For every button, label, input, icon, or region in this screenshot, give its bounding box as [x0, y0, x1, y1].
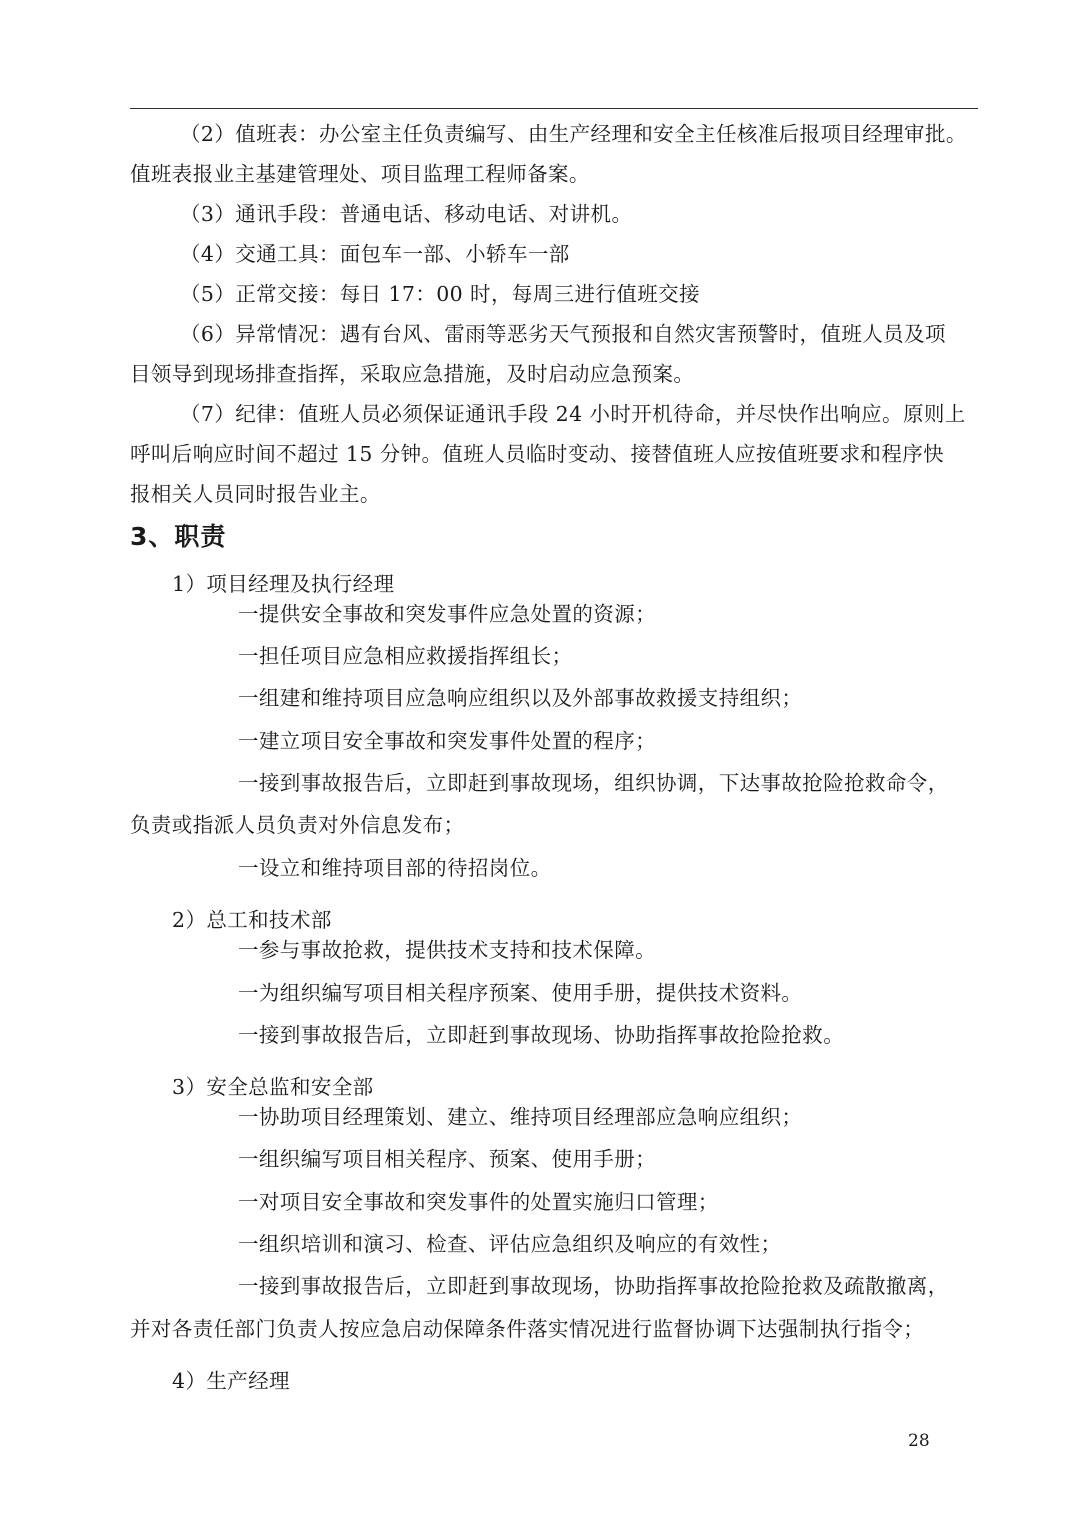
duty-item: 一设立和维持项目部的待招岗位。 — [238, 856, 552, 880]
duty-title-1: 1）项目经理及执行经理 — [172, 572, 395, 596]
paragraph-5: （5）正常交接：每日 17：00 时，每周三进行值班交接 — [180, 282, 700, 306]
paragraph-2-line-2: 值班表报业主基建管理处、项目监理工程师备案。 — [130, 162, 590, 186]
duty-item: 一对项目安全事故和突发事件的处置实施归口管理； — [238, 1190, 719, 1214]
paragraph-6-line-2: 目领导到现场排查指挥，采取应急措施，及时启动应急预案。 — [130, 362, 695, 386]
duty-title-4: 4）生产经理 — [172, 1369, 290, 1393]
paragraph-7-line-1: （7）纪律：值班人员必须保证通讯手段 24 小时开机待命，并尽快作出响应。原则上 — [180, 402, 966, 426]
duty-item: 一建立项目安全事故和突发事件处置的程序； — [238, 729, 656, 753]
duty-item: 一接到事故报告后，立即赶到事故现场，组织协调，下达事故抢险抢救命令， — [238, 771, 949, 795]
duty-item: 一参与事故抢救，提供技术支持和技术保障。 — [238, 938, 656, 962]
duty-item: 一组建和维持项目应急响应组织以及外部事故救援支持组织； — [238, 686, 803, 710]
paragraph-4: （4）交通工具：面包车一部、小轿车一部 — [180, 242, 570, 266]
section-heading: 3、职责 — [130, 522, 227, 551]
paragraph-7-line-3: 报相关人员同时报告业主。 — [130, 482, 381, 506]
duty-title-3: 3）安全总监和安全部 — [172, 1075, 374, 1099]
duty-item-continuation: 负责或指派人员负责对外信息发布； — [130, 813, 465, 837]
duty-item: 一为组织编写项目相关程序预案、使用手册，提供技术资料。 — [238, 981, 803, 1005]
paragraph-2-line-1: （2）值班表：办公室主任负责编写、由生产经理和安全主任核准后报项目经理审批。 — [180, 122, 967, 146]
page-number: 28 — [908, 1431, 930, 1451]
duty-item: 一组织编写项目相关程序、预案、使用手册； — [238, 1147, 656, 1171]
header-rule — [130, 108, 978, 109]
paragraph-6-line-1: （6）异常情况：遇有台风、雷雨等恶劣天气预报和自然灾害预警时，值班人员及项 — [180, 322, 946, 346]
paragraph-7-line-2: 呼叫后响应时间不超过 15 分钟。值班人员临时变动、接替值班人应按值班要求和程序快 — [130, 442, 945, 466]
duty-item: 一接到事故报告后，立即赶到事故现场，协助指挥事故抢险抢救及疏散撤离， — [238, 1274, 949, 1298]
duty-title-2: 2）总工和技术部 — [172, 908, 332, 932]
duty-item: 一组织培训和演习、检查、评估应急组织及响应的有效性； — [238, 1232, 782, 1256]
duty-item: 一提供安全事故和突发事件应急处置的资源； — [238, 602, 656, 626]
duty-item: 一接到事故报告后，立即赶到事故现场、协助指挥事故抢险抢救。 — [238, 1023, 845, 1047]
duty-item-continuation: 并对各责任部门负责人按应急启动保障条件落实情况进行监督协调下达强制执行指令； — [130, 1317, 925, 1341]
duty-item: 一协助项目经理策划、建立、维持项目经理部应急响应组织； — [238, 1105, 803, 1129]
paragraph-3: （3）通讯手段：普通电话、移动电话、对讲机。 — [180, 202, 633, 226]
duty-item: 一担任项目应急相应救援指挥组长； — [238, 644, 573, 668]
